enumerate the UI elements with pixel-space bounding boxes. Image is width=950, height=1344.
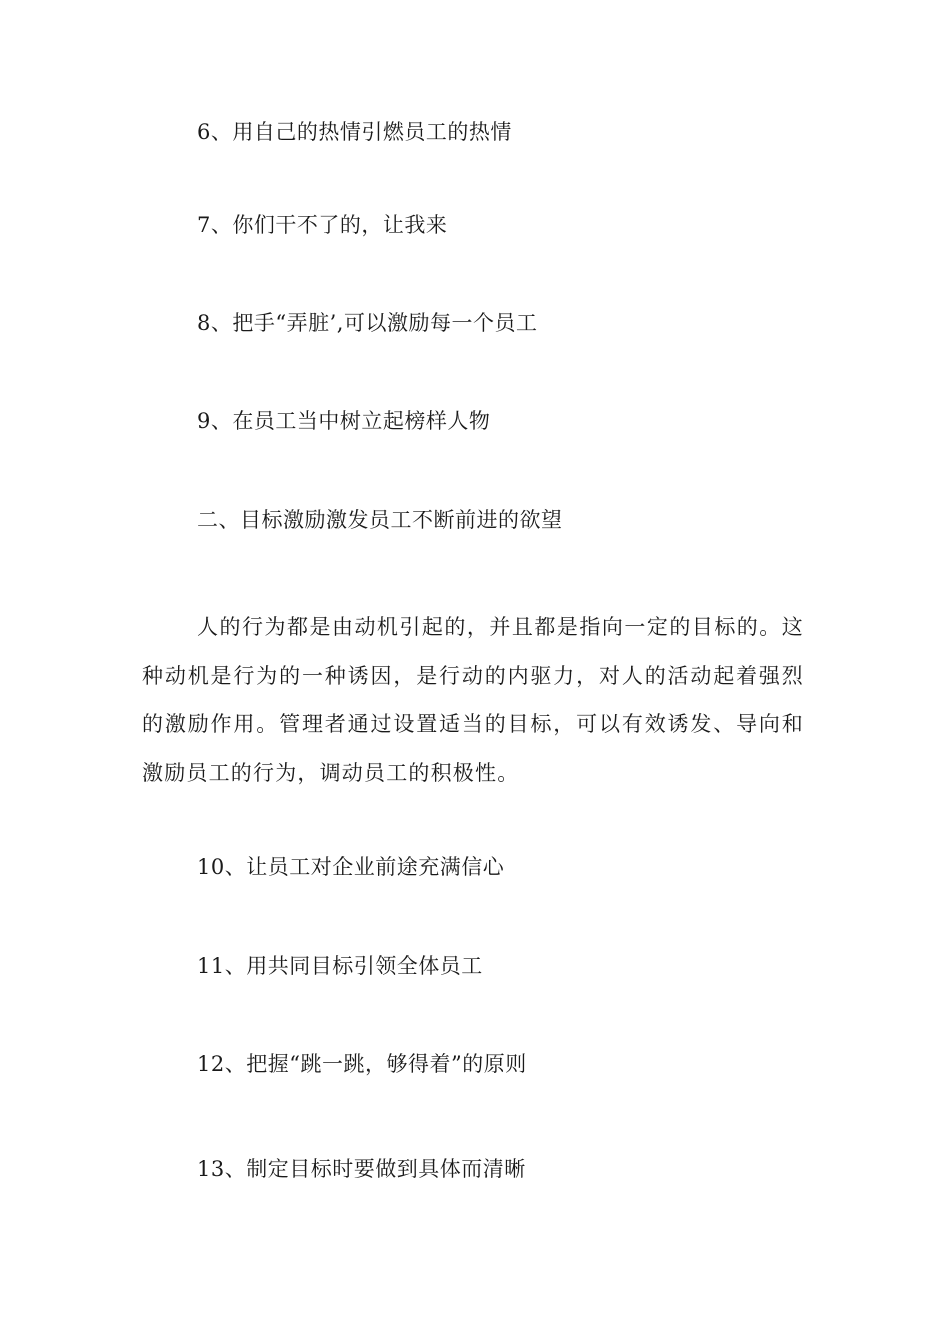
list-item: 6、用自己的热情引燃员工的热情 [197, 120, 512, 144]
list-item: 7、你们干不了的，让我来 [197, 213, 448, 237]
list-item: 12、把握“跳一跳，够得着”的原则 [197, 1052, 527, 1076]
list-item: 10、让员工对企业前途充满信心 [197, 855, 505, 879]
body-paragraph: 人的行为都是由动机引起的，并且都是指向一定的目标的。这种动机是行为的一种诱因，是行动的内驱力，对人的活动起着强烈的激励作用。管理者通过设置适当的目标，可以有效诱发、导向和激励员工的行为，调动员工的积极性。 [142, 615, 804, 785]
list-item: 13、制定目标时要做到具体而清晰 [197, 1157, 526, 1181]
list-item: 9、在员工当中树立起榜样人物 [197, 409, 491, 433]
list-item: 8、把手“弄脏’,可以激励每一个员工 [197, 311, 538, 335]
section-heading: 二、目标激励激发员工不断前进的欲望 [197, 508, 563, 532]
list-item: 11、用共同目标引领全体员工 [197, 954, 483, 978]
